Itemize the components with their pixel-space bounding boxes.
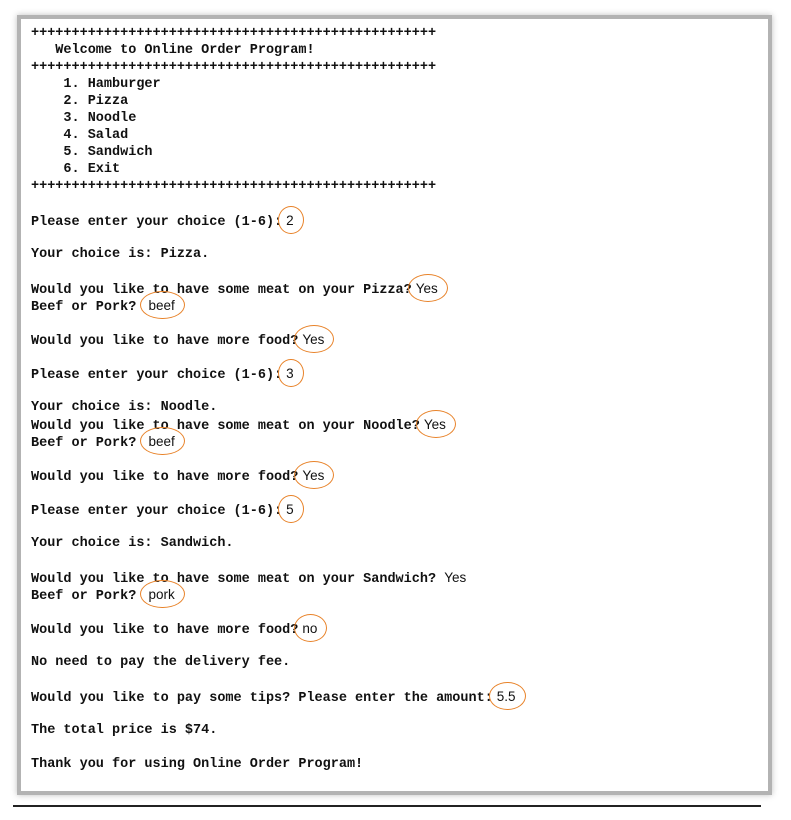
- user-input-meat-type: beef: [144, 297, 178, 314]
- header-rule-top: ++++++++++++++++++++++++++++++++++++++++++++++++++: [31, 26, 437, 41]
- menu-item-pizza: 2. Pizza: [31, 94, 129, 109]
- menu-item-salad: 4. Salad: [31, 128, 129, 143]
- tips-prompt-line: Would you like to pay some tips? Please enter the amount: 5.5: [31, 688, 520, 705]
- user-input-tips: 5.5: [493, 688, 520, 705]
- user-input-choice: 2: [282, 212, 298, 229]
- user-input-choice: 5: [282, 501, 298, 518]
- highlight-circle: [140, 580, 184, 608]
- highlight-circle: [140, 291, 184, 319]
- beef-or-pork-line: Beef or Pork? beef: [31, 297, 520, 314]
- menu-item-exit: 6. Exit: [31, 162, 121, 177]
- highlight-circle: [278, 206, 304, 234]
- menu-item-hamburger: 1. Hamburger: [31, 77, 161, 92]
- header-rule-bottom: ++++++++++++++++++++++++++++++++++++++++++++++++++: [31, 179, 437, 194]
- choice-prompt-line: Please enter your choice (1-6): 3: [31, 365, 520, 382]
- menu-item-sandwich: 5. Sandwich: [31, 145, 153, 160]
- choice-result-line: Your choice is: Sandwich.: [31, 536, 234, 551]
- choice-result-line: Your choice is: Pizza.: [31, 247, 210, 262]
- user-input-more-food: Yes: [298, 331, 328, 348]
- user-input-meat-type: beef: [144, 433, 178, 450]
- menu-item-noodle: 3. Noodle: [31, 111, 137, 126]
- thank-you-line: Thank you for using Online Order Program!: [31, 757, 364, 772]
- highlight-circle: [489, 682, 526, 710]
- choice-prompt-line: Please enter your choice (1-6): 5: [31, 501, 520, 518]
- user-input-meat: Yes: [420, 416, 450, 433]
- terminal-transcript: [31, 25, 520, 773]
- highlight-circle: [278, 359, 304, 387]
- user-input-meat: Yes: [444, 570, 467, 585]
- highlight-circle: [278, 495, 304, 523]
- total-price-line: The total price is $74.: [31, 723, 218, 738]
- beef-or-pork-line: Beef or Pork? pork: [31, 586, 520, 603]
- user-input-meat-type: pork: [144, 586, 178, 603]
- meat-question-line: Would you like to have some meat on your Sandwich? Yes: [31, 570, 467, 587]
- choice-result-line: Your choice is: Noodle.: [31, 400, 218, 415]
- choice-prompt-line: Please enter your choice (1-6): 2: [31, 212, 520, 229]
- meat-question-line: Would you like to have some meat on your Pizza? Yes: [31, 280, 520, 297]
- terminal-output-frame: [17, 15, 772, 795]
- welcome-banner: Welcome to Online Order Program!: [31, 43, 315, 58]
- user-input-more-food: no: [298, 620, 321, 637]
- page-bottom-rule: [13, 805, 761, 807]
- beef-or-pork-line: Beef or Pork? beef: [31, 433, 520, 450]
- highlight-circle: [140, 427, 184, 455]
- more-food-line: Would you like to have more food? Yes: [31, 331, 520, 348]
- delivery-fee-line: No need to pay the delivery fee.: [31, 655, 291, 670]
- more-food-line: Would you like to have more food? Yes: [31, 467, 520, 484]
- user-input-more-food: Yes: [298, 467, 328, 484]
- user-input-choice: 3: [282, 365, 298, 382]
- highlight-circle: [416, 410, 456, 438]
- header-rule-mid: ++++++++++++++++++++++++++++++++++++++++++++++++++: [31, 60, 437, 75]
- highlight-circle: [408, 274, 448, 302]
- user-input-meat: Yes: [412, 280, 442, 297]
- more-food-line: Would you like to have more food? no: [31, 620, 520, 637]
- meat-question-line: Would you like to have some meat on your Noodle? Yes: [31, 416, 520, 433]
